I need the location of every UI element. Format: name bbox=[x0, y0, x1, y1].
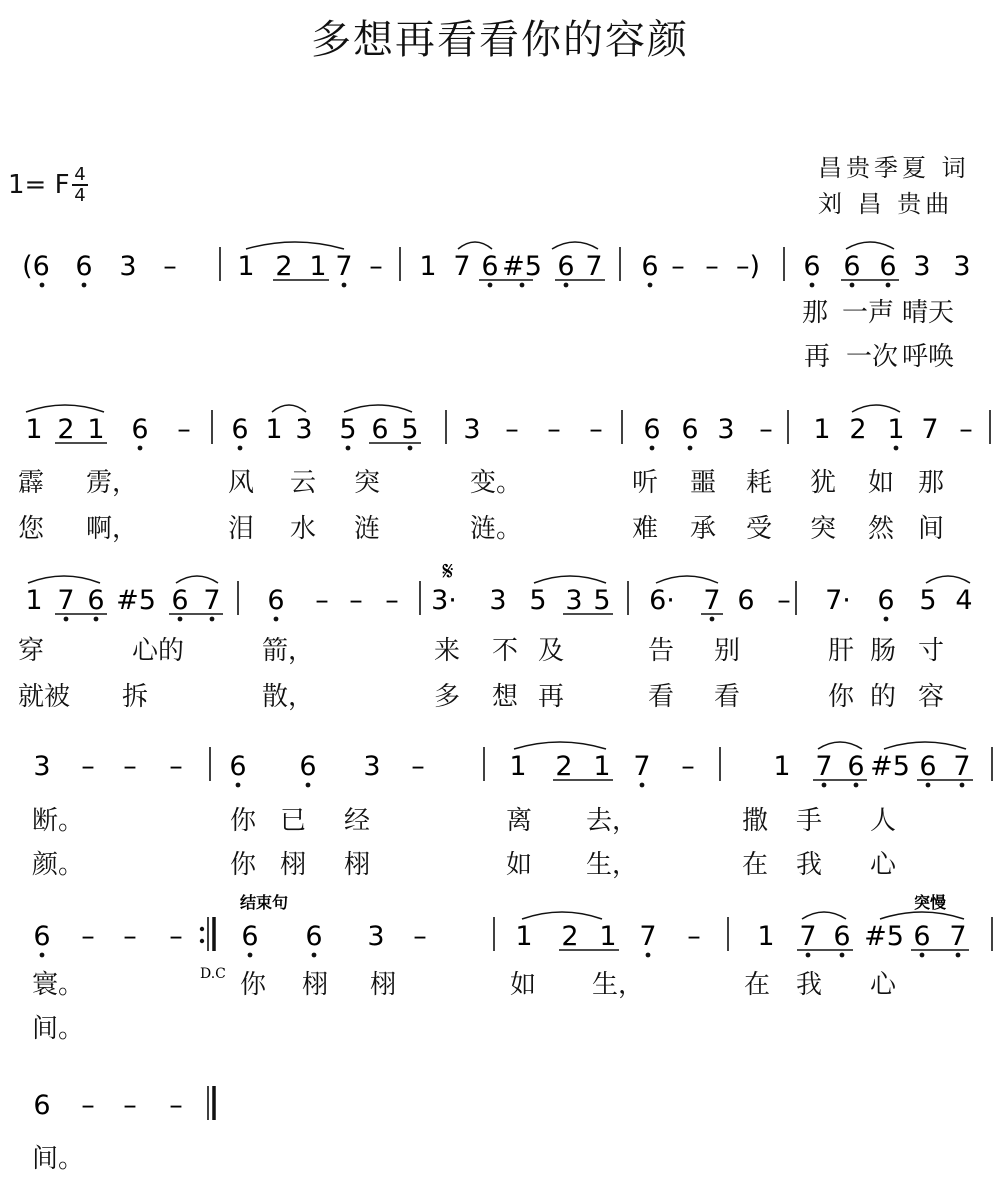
lyric-syllable: 散， bbox=[262, 682, 315, 712]
repeat-dot bbox=[200, 927, 204, 931]
lyric-syllable: 看 bbox=[648, 682, 675, 712]
note: – bbox=[705, 251, 719, 282]
note: 1 bbox=[87, 414, 105, 445]
note: 1 bbox=[509, 751, 527, 782]
lyric-syllable: 您 bbox=[18, 514, 45, 544]
note: 7 bbox=[815, 751, 833, 782]
slur bbox=[176, 576, 218, 583]
lyric-syllable: 去， bbox=[586, 806, 639, 836]
note: – bbox=[369, 251, 383, 282]
note: 5 bbox=[401, 414, 419, 445]
note: 7 bbox=[585, 251, 603, 282]
lyric-syllable: 多 bbox=[434, 682, 461, 712]
lyric-syllable: 间 bbox=[918, 514, 945, 544]
lyric-syllable: 生， bbox=[586, 850, 639, 880]
note: 7 bbox=[453, 251, 471, 282]
lyric-syllable: 颜。 bbox=[32, 850, 85, 880]
lyric-syllable: 如 bbox=[510, 970, 537, 1000]
note: 1 bbox=[515, 921, 533, 952]
lyric-syllable: 间。 bbox=[32, 1014, 85, 1044]
note: #5 bbox=[864, 921, 904, 952]
note: 2 bbox=[275, 251, 293, 282]
note: 2 bbox=[57, 414, 75, 445]
note: 7 bbox=[953, 751, 971, 782]
note: 6 bbox=[879, 251, 897, 282]
note: 7 bbox=[335, 251, 353, 282]
lyric-syllable: 再 bbox=[538, 682, 565, 712]
slur bbox=[344, 405, 412, 412]
note: 7· bbox=[825, 585, 851, 616]
note: 6 bbox=[737, 585, 755, 616]
da-capo-mark: D.C bbox=[200, 966, 226, 982]
lyric-syllable: 突 bbox=[354, 468, 381, 498]
lyric-syllable: 一声 bbox=[842, 298, 895, 328]
note: 6 bbox=[919, 751, 937, 782]
lyric-syllable: 生， bbox=[592, 970, 645, 1000]
note: – bbox=[123, 921, 137, 952]
octave-dot bbox=[346, 446, 351, 451]
note: 6 bbox=[229, 751, 247, 782]
slur bbox=[514, 742, 606, 749]
lyric-syllable: 承 bbox=[690, 514, 717, 544]
note: – bbox=[411, 751, 425, 782]
note: 3 bbox=[953, 251, 971, 282]
composer-credit: 刘 昌 贵曲 bbox=[818, 190, 954, 218]
note: 7 bbox=[639, 921, 657, 952]
octave-dot bbox=[688, 446, 693, 451]
note: 1 bbox=[813, 414, 831, 445]
note: – bbox=[349, 585, 363, 616]
lyric-syllable: 心 bbox=[870, 850, 897, 880]
lyric-syllable: 告 bbox=[648, 636, 675, 666]
note: 7 bbox=[921, 414, 939, 445]
lyric-syllable: 耗 bbox=[746, 468, 773, 498]
note: #5 bbox=[116, 585, 156, 616]
note: 6 bbox=[843, 251, 861, 282]
note: 6 bbox=[877, 585, 895, 616]
lyric-syllable: 风 bbox=[228, 468, 255, 498]
note: 6 bbox=[643, 414, 661, 445]
repeat-dot bbox=[200, 939, 204, 943]
note: – bbox=[163, 251, 177, 282]
octave-dot bbox=[210, 617, 215, 622]
lyric-syllable: 受 bbox=[746, 514, 773, 544]
lyric-syllable: 你 bbox=[240, 970, 267, 1000]
slur bbox=[852, 405, 900, 412]
slur bbox=[880, 912, 964, 919]
note: – bbox=[123, 751, 137, 782]
octave-dot bbox=[342, 283, 347, 288]
lyric-syllable: 容 bbox=[918, 682, 945, 712]
lyric-syllable: 泪 bbox=[228, 514, 255, 544]
note: 3 bbox=[463, 414, 481, 445]
note: 4 bbox=[955, 585, 973, 616]
lyric-syllable: 涟。 bbox=[470, 514, 523, 544]
lyric-syllable: 看 bbox=[714, 682, 741, 712]
note: 7 bbox=[799, 921, 817, 952]
octave-dot bbox=[810, 283, 815, 288]
segno-mark: 𝄋 bbox=[442, 557, 454, 587]
slur bbox=[522, 912, 602, 919]
note: #5 bbox=[502, 251, 542, 282]
note: – bbox=[169, 751, 183, 782]
lyric-syllable: 寰。 bbox=[32, 970, 85, 1000]
lyric-syllable: 在 bbox=[742, 850, 769, 880]
note: – bbox=[687, 921, 701, 952]
lyric-syllable: 再 bbox=[804, 342, 831, 372]
note: 7 bbox=[57, 585, 75, 616]
note: – bbox=[169, 921, 183, 952]
octave-dot bbox=[408, 446, 413, 451]
lyric-syllable: 霹 bbox=[18, 468, 45, 498]
note: 1 bbox=[25, 585, 43, 616]
octave-dot bbox=[840, 953, 845, 958]
slur bbox=[552, 242, 598, 249]
note: 6 bbox=[641, 251, 659, 282]
lyric-syllable: 栩 bbox=[302, 970, 329, 1000]
octave-dot bbox=[274, 617, 279, 622]
note: 6 bbox=[171, 585, 189, 616]
note: 5 bbox=[593, 585, 611, 616]
lyric-syllable: 涟 bbox=[354, 514, 381, 544]
lyric-syllable: 离 bbox=[506, 806, 533, 836]
octave-dot bbox=[178, 617, 183, 622]
note: 1 bbox=[887, 414, 905, 445]
lyric-syllable: 别 bbox=[714, 636, 741, 666]
note: 1 bbox=[773, 751, 791, 782]
note: 1 bbox=[599, 921, 617, 952]
octave-dot bbox=[40, 953, 45, 958]
lyric-syllable: 听 bbox=[632, 468, 659, 498]
note: – bbox=[123, 1090, 137, 1121]
note: – bbox=[759, 414, 773, 445]
lyric-syllable: 雳， bbox=[86, 468, 139, 498]
octave-dot bbox=[956, 953, 961, 958]
lyric-syllable: 栩 bbox=[344, 850, 371, 880]
note: 3 bbox=[363, 751, 381, 782]
note: 3 bbox=[717, 414, 735, 445]
lyric-syllable: 断。 bbox=[32, 806, 85, 836]
lyric-syllable: 不 bbox=[492, 636, 519, 666]
note: – bbox=[777, 585, 791, 616]
note: – bbox=[959, 414, 973, 445]
slur bbox=[272, 405, 306, 412]
note: 2 bbox=[561, 921, 579, 952]
lyricist-credit: 昌贵季夏 词 bbox=[818, 154, 970, 182]
note: 7 bbox=[949, 921, 967, 952]
octave-dot bbox=[822, 783, 827, 788]
lyric-syllable: 人 bbox=[870, 806, 897, 836]
ending-phrase-mark: 结束句 bbox=[240, 893, 289, 912]
note: 1 bbox=[419, 251, 437, 282]
note: #5 bbox=[870, 751, 910, 782]
note: 6 bbox=[681, 414, 699, 445]
time-signature-top: 4 bbox=[74, 164, 86, 185]
note: – bbox=[385, 585, 399, 616]
lyric-syllable: 穿 bbox=[18, 636, 45, 666]
lyric-syllable: 来 bbox=[434, 636, 461, 666]
lyric-syllable: 突 bbox=[810, 514, 837, 544]
note: 6 bbox=[913, 921, 931, 952]
octave-dot bbox=[40, 283, 45, 288]
lyric-syllable: 箭， bbox=[262, 636, 315, 666]
lyric-syllable: 拆 bbox=[122, 682, 149, 712]
note: – bbox=[681, 751, 695, 782]
note: 3· bbox=[431, 585, 457, 616]
octave-dot bbox=[926, 783, 931, 788]
note: – bbox=[671, 251, 685, 282]
note: (6 bbox=[22, 251, 50, 282]
octave-dot bbox=[884, 617, 889, 622]
lyric-syllable: 犹 bbox=[810, 468, 837, 498]
note: – bbox=[547, 414, 561, 445]
lyric-syllable: 那 bbox=[802, 298, 829, 328]
key-signature: 1= F bbox=[8, 170, 70, 200]
slur bbox=[26, 405, 104, 412]
note: 6 bbox=[231, 414, 249, 445]
slur bbox=[28, 576, 100, 583]
octave-dot bbox=[82, 283, 87, 288]
note: 3 bbox=[33, 751, 51, 782]
note: 6 bbox=[557, 251, 575, 282]
octave-dot bbox=[710, 617, 715, 622]
note: – bbox=[81, 921, 95, 952]
lyric-syllable: 及 bbox=[538, 636, 565, 666]
lyric-syllable: 你 bbox=[230, 850, 257, 880]
time-signature-bottom: 4 bbox=[74, 185, 86, 206]
octave-dot bbox=[640, 783, 645, 788]
note: – bbox=[413, 921, 427, 952]
note: 3 bbox=[295, 414, 313, 445]
slur bbox=[818, 742, 862, 749]
note: 6 bbox=[241, 921, 259, 952]
note: 3 bbox=[489, 585, 507, 616]
note: 6 bbox=[33, 921, 51, 952]
lyric-syllable: 水 bbox=[290, 514, 317, 544]
note: – bbox=[169, 1090, 183, 1121]
note: 1 bbox=[265, 414, 283, 445]
lyric-syllable: 你 bbox=[828, 682, 855, 712]
lyric-syllable: 呼唤 bbox=[902, 342, 955, 372]
note: 7 bbox=[633, 751, 651, 782]
note: 5 bbox=[529, 585, 547, 616]
octave-dot bbox=[138, 446, 143, 451]
octave-dot bbox=[648, 283, 653, 288]
note: 1 bbox=[593, 751, 611, 782]
octave-dot bbox=[64, 617, 69, 622]
octave-dot bbox=[94, 617, 99, 622]
lyric-syllable: 那 bbox=[918, 468, 945, 498]
note: 6 bbox=[75, 251, 93, 282]
octave-dot bbox=[886, 283, 891, 288]
octave-dot bbox=[564, 283, 569, 288]
note: 6 bbox=[833, 921, 851, 952]
lyric-syllable: 的 bbox=[870, 682, 897, 712]
octave-dot bbox=[854, 783, 859, 788]
note: 6· bbox=[649, 585, 675, 616]
octave-dot bbox=[894, 446, 899, 451]
lyric-syllable: 如 bbox=[868, 468, 895, 498]
slur bbox=[534, 576, 606, 583]
note: 7 bbox=[703, 585, 721, 616]
note: 6 bbox=[371, 414, 389, 445]
lyric-syllable: 栩 bbox=[370, 970, 397, 1000]
lyric-syllable: 手 bbox=[796, 806, 823, 836]
lyric-syllable: 云 bbox=[290, 468, 317, 498]
lyric-syllable: 心 bbox=[870, 970, 897, 1000]
note: 7 bbox=[203, 585, 221, 616]
note: 1 bbox=[237, 251, 255, 282]
octave-dot bbox=[306, 783, 311, 788]
lyric-syllable: 撒 bbox=[742, 806, 769, 836]
note: – bbox=[81, 1090, 95, 1121]
note: 6 bbox=[481, 251, 499, 282]
note: 3 bbox=[119, 251, 137, 282]
lyric-syllable: 一次 bbox=[846, 342, 899, 372]
lyric-syllable: 我 bbox=[796, 850, 823, 880]
slur bbox=[246, 242, 344, 249]
note: 1 bbox=[25, 414, 43, 445]
lyric-syllable: 啊， bbox=[86, 514, 139, 544]
lyric-syllable: 想 bbox=[492, 682, 519, 712]
lyric-syllable: 经 bbox=[344, 806, 371, 836]
song-title: 多想再看看你的容颜 bbox=[311, 17, 689, 63]
note: – bbox=[177, 414, 191, 445]
note: 3 bbox=[565, 585, 583, 616]
lyric-syllable: 寸 bbox=[918, 636, 945, 666]
note: 6 bbox=[305, 921, 323, 952]
note: 1 bbox=[309, 251, 327, 282]
note: 5 bbox=[339, 414, 357, 445]
note: 6 bbox=[33, 1090, 51, 1121]
lyric-syllable: 肠 bbox=[870, 636, 897, 666]
note: – bbox=[81, 751, 95, 782]
note: 6 bbox=[803, 251, 821, 282]
octave-dot bbox=[488, 283, 493, 288]
lyric-syllable: 变。 bbox=[470, 468, 523, 498]
slur bbox=[656, 576, 718, 583]
note: 6 bbox=[847, 751, 865, 782]
octave-dot bbox=[238, 446, 243, 451]
lyric-syllable: 我 bbox=[796, 970, 823, 1000]
octave-dot bbox=[520, 283, 525, 288]
lyric-syllable: 间。 bbox=[32, 1144, 85, 1174]
lyric-syllable: 难 bbox=[632, 514, 659, 544]
note: 3 bbox=[913, 251, 931, 282]
note: 6 bbox=[299, 751, 317, 782]
lyric-syllable: 肝 bbox=[828, 636, 855, 666]
lyric-syllable: 在 bbox=[744, 970, 771, 1000]
note: – bbox=[589, 414, 603, 445]
note: 1 bbox=[757, 921, 775, 952]
slur bbox=[926, 576, 970, 583]
lyric-syllable: 栩 bbox=[280, 850, 307, 880]
lyric-syllable: 如 bbox=[506, 850, 533, 880]
lyric-syllable: 就被 bbox=[18, 682, 71, 712]
octave-dot bbox=[646, 953, 651, 958]
slur bbox=[884, 742, 966, 749]
note: 5 bbox=[919, 585, 937, 616]
octave-dot bbox=[248, 953, 253, 958]
note: – bbox=[315, 585, 329, 616]
slur bbox=[458, 242, 492, 249]
lyric-syllable: 你 bbox=[230, 806, 257, 836]
slur bbox=[846, 242, 894, 249]
note: 6 bbox=[87, 585, 105, 616]
octave-dot bbox=[236, 783, 241, 788]
octave-dot bbox=[920, 953, 925, 958]
octave-dot bbox=[850, 283, 855, 288]
slur bbox=[802, 912, 846, 919]
octave-dot bbox=[312, 953, 317, 958]
note: 6 bbox=[267, 585, 285, 616]
octave-dot bbox=[960, 783, 965, 788]
lyric-syllable: 晴天 bbox=[902, 298, 955, 328]
octave-dot bbox=[650, 446, 655, 451]
ritardando-mark: 突慢 bbox=[914, 893, 947, 912]
lyric-syllable: 然 bbox=[868, 514, 895, 544]
lyric-syllable: 噩 bbox=[690, 468, 717, 498]
note: 3 bbox=[367, 921, 385, 952]
lyric-syllable: 已 bbox=[280, 806, 307, 836]
note: – bbox=[505, 414, 519, 445]
lyric-syllable: 心的 bbox=[132, 636, 185, 666]
note: –) bbox=[735, 251, 761, 282]
note: 2 bbox=[849, 414, 867, 445]
note: 6 bbox=[131, 414, 149, 445]
note: 2 bbox=[555, 751, 573, 782]
octave-dot bbox=[806, 953, 811, 958]
